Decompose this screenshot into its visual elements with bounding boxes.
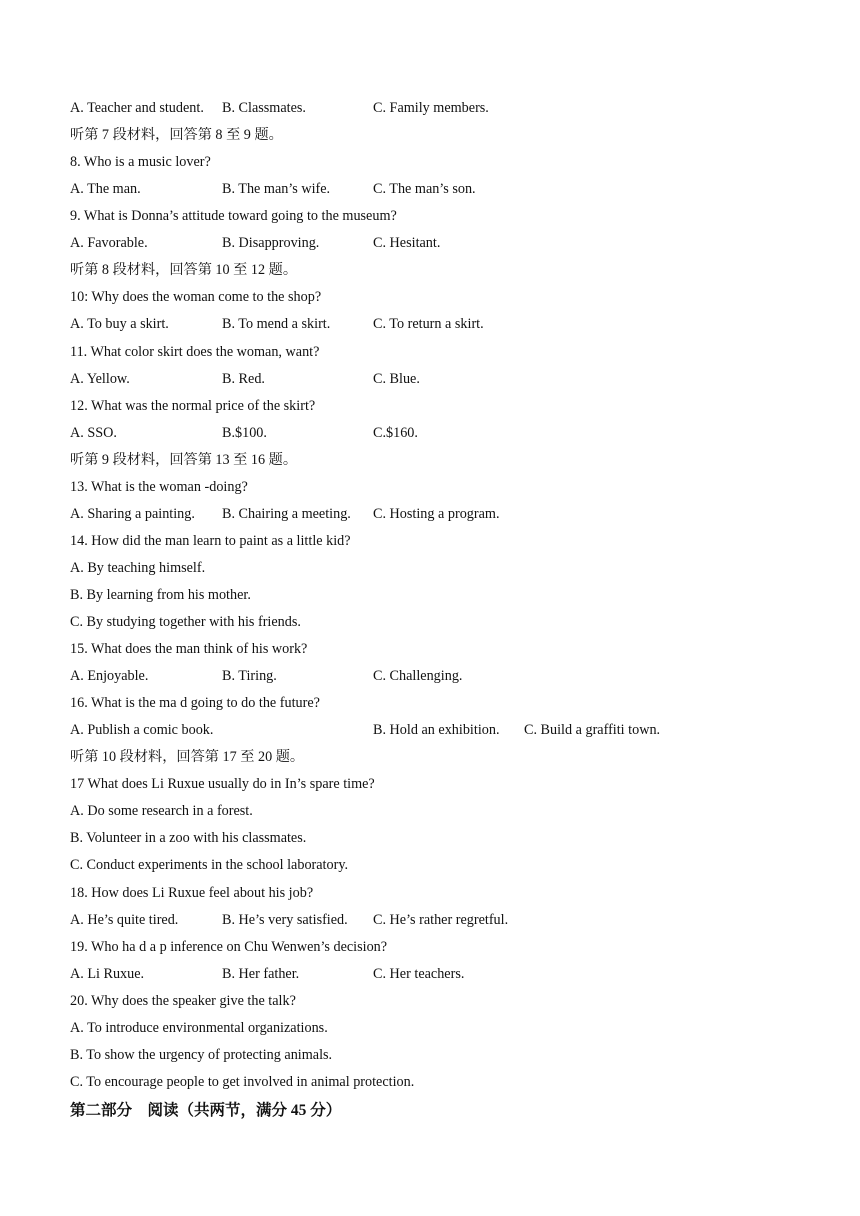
- answer-option: C. Her teachers.: [373, 965, 465, 982]
- text-line: 18. How does Li Ruxue feel about his job?: [70, 884, 314, 901]
- answer-option: A. SSO.: [70, 424, 117, 441]
- answer-option: B. Chairing a meeting.: [222, 505, 351, 522]
- answer-option: C. Build a graffiti town.: [524, 722, 661, 739]
- answer-option: A. Teacher and student.: [70, 100, 204, 116]
- text-line: 13. What is the woman -doing?: [70, 478, 248, 495]
- section-heading: 第二部分 阅读（共两节，满分 45 分）: [70, 1101, 342, 1119]
- answer-option: C. Family members.: [373, 100, 489, 116]
- answer-option: C. To return a skirt.: [373, 316, 484, 333]
- text-line: B. To show the urgency of protecting animals.: [70, 1046, 333, 1063]
- answer-option: A. The man.: [70, 181, 141, 198]
- text-line: C. To encourage people to get involved in animal protection.: [70, 1073, 415, 1090]
- answer-option: B. Her father.: [222, 965, 300, 982]
- text-line: 14. How did the man learn to paint as a little kid?: [70, 532, 351, 549]
- answer-option: B. Tiring.: [222, 668, 277, 685]
- text-line: A. By teaching himself.: [70, 559, 206, 576]
- text-line: 12. What was the normal price of the skirt?: [70, 397, 316, 414]
- answer-option: A. Enjoyable.: [70, 668, 149, 685]
- text-line: 16. What is the ma d going to do the future?: [70, 695, 320, 712]
- text-line: 听第 7 段材料，回答第 8 至 9 题。: [70, 127, 283, 143]
- text-line: 17 What does Li Ruxue usually do in In’s spare time?: [70, 776, 375, 793]
- text-line: 20. Why does the speaker give the talk?: [70, 992, 296, 1009]
- answer-option: B.$100.: [222, 424, 267, 441]
- answer-option: B. To mend a skirt.: [222, 316, 331, 333]
- text-line: C. By studying together with his friends.: [70, 614, 301, 630]
- answer-option: B. Classmates.: [222, 100, 306, 116]
- text-line: B. Volunteer in a zoo with his classmates.: [70, 830, 307, 847]
- answer-option: B. Disapproving.: [222, 235, 320, 252]
- text-line: 8. Who is a music lover?: [70, 154, 211, 171]
- answer-option: A. Sharing a painting.: [70, 505, 195, 522]
- answer-option: C. Challenging.: [373, 668, 463, 685]
- text-line: 19. Who ha d a p inference on Chu Wenwen’s decision?: [70, 938, 388, 955]
- answer-option: C. The man’s son.: [373, 181, 476, 198]
- text-line: 11. What color skirt does the woman, want?: [70, 343, 320, 360]
- text-line: 听第 8 段材料，回答第 10 至 12 题。: [70, 262, 298, 279]
- text-line: 10: Why does the woman come to the shop?: [70, 289, 322, 306]
- answer-option: A. Li Ruxue.: [70, 965, 145, 982]
- answer-option: B. He’s very satisfied.: [222, 911, 348, 928]
- answer-option: B. The man’s wife.: [222, 181, 331, 198]
- answer-option: A. Yellow.: [70, 370, 130, 387]
- answer-option: A. He’s quite tired.: [70, 911, 179, 928]
- answer-option: C.$160.: [373, 424, 418, 441]
- text-line: 听第 9 段材料，回答第 13 至 16 题。: [70, 451, 298, 468]
- text-line: C. Conduct experiments in the school laboratory.: [70, 857, 349, 874]
- answer-option: A. To buy a skirt.: [70, 316, 169, 333]
- text-line: 15. What does the man think of his work?: [70, 641, 308, 657]
- answer-option: C. He’s rather regretful.: [373, 911, 509, 928]
- text-line: B. By learning from his mother.: [70, 586, 251, 603]
- answer-option: C. Blue.: [373, 370, 420, 387]
- text-line: 听第 10 段材料，回答第 17 至 20 题。: [70, 749, 305, 766]
- answer-option: C. Hesitant.: [373, 235, 441, 252]
- answer-option: B. Hold an exhibition.: [373, 722, 500, 739]
- answer-option: B. Red.: [222, 370, 265, 387]
- answer-option: C. Hosting a program.: [373, 505, 500, 522]
- text-line: 9. What is Donna’s attitude toward going to the museum?: [70, 208, 397, 225]
- text-line: A. Do some research in a forest.: [70, 803, 253, 820]
- answer-option: A. Favorable.: [70, 235, 148, 252]
- text-line: A. To introduce environmental organizations.: [70, 1019, 328, 1036]
- answer-option: A. Publish a comic book.: [70, 722, 214, 739]
